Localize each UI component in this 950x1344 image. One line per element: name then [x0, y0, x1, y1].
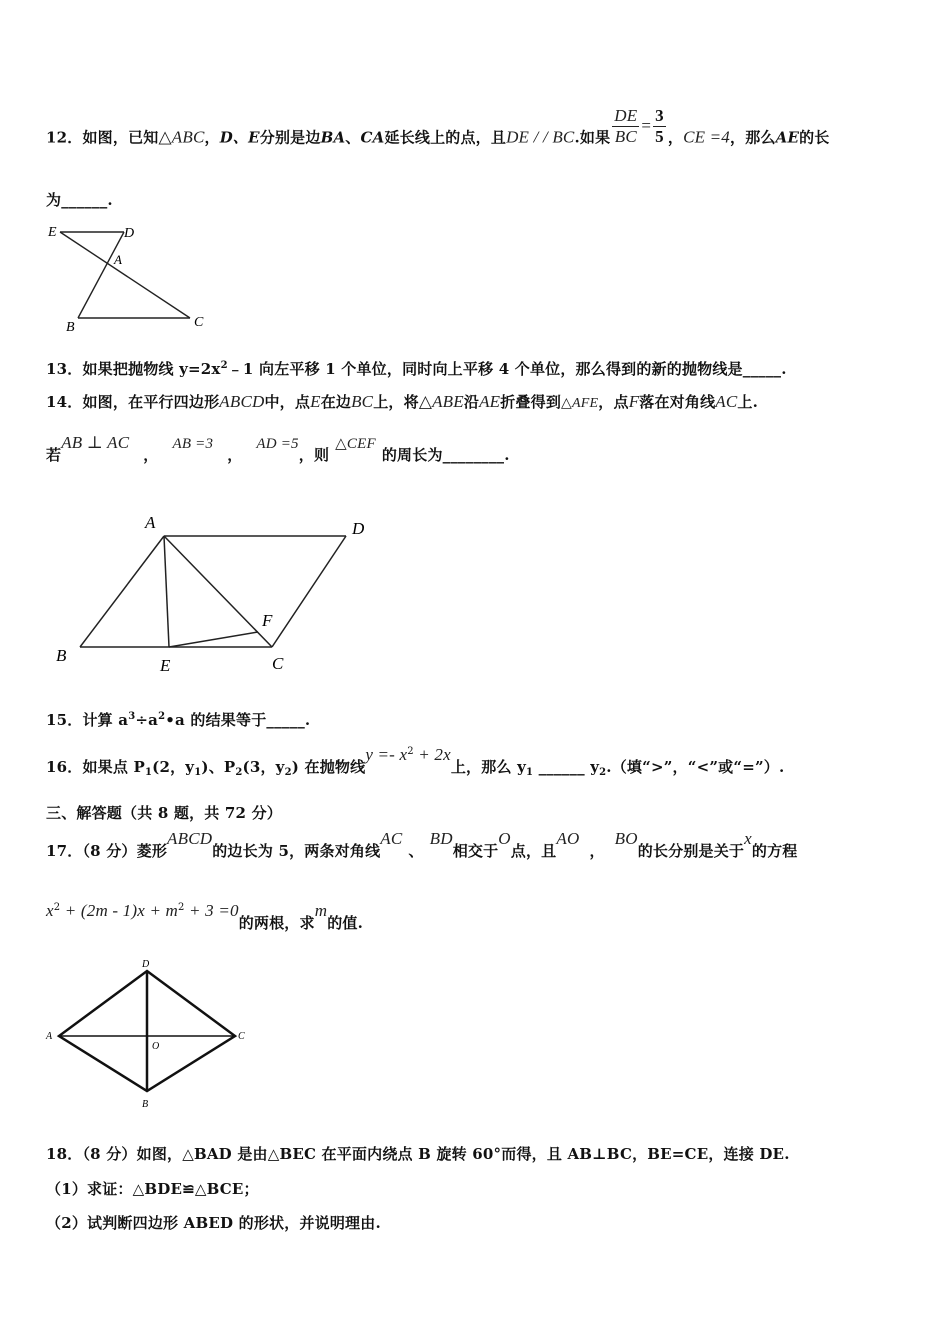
q14-label-f: F	[262, 611, 273, 630]
q18-line3: （2）试判断四边形 ABED 的形状，并说明理由.	[46, 1214, 381, 1232]
q12-label-b: B	[66, 320, 75, 335]
q17-label-d: D	[142, 959, 150, 970]
q14-label-c: C	[272, 654, 284, 673]
q13-line: 13．如果把抛物线 $y=2x^2﹣1$ 向左平移 1 个单位，同时向上平移 4 个单位，那么得到的新的抛物线是_____.	[46, 360, 787, 378]
ratio-value: $\frac{3}{5}$	[655, 106, 664, 146]
q12-line2: 为______.	[46, 191, 113, 209]
q14-label-e: E	[160, 656, 171, 675]
ratio-fraction: $\frac{DE}{BC}$	[614, 106, 638, 146]
q14-figure	[50, 505, 380, 677]
q12-figure	[40, 220, 220, 335]
q12-label-d: D	[124, 226, 135, 241]
q17-label-a: A	[46, 1031, 53, 1042]
q17-figure	[40, 955, 255, 1115]
q14-line1: 14．如图，在平行四边形ABCD中，点E在边BC上，将△ABE沿AE折叠得到△AFE，点F落在对角线AC上.	[46, 392, 759, 411]
q12-label-a: A	[114, 252, 122, 267]
q17-label-b: B	[142, 1099, 149, 1110]
q18-line2: （1）求证：△BDE≌△BCE；	[46, 1180, 259, 1198]
q17-label-o: O	[152, 1041, 160, 1052]
section-3-heading: 三、解答题（共 8 题，共 72 分）	[46, 804, 283, 822]
q16-line: 16．如果点 $P_1(2$，$y_1$)、$P_2(3$，$y_2$) 在抛物线$y =- x^2 + 2x$上，那么 $y_1$ ______ $y_2$.（填“>”，“<”或“=”）.	[46, 745, 785, 778]
q15-line: 15．计算 $a^3\div a^2•a$ 的结果等于_____.	[46, 711, 311, 729]
q14-label-b: B	[56, 646, 67, 665]
q12-line1: 12．如图，已知△ABC，D、E分别是边BA、CA延长线上的点，且DE / / BC.如果 $\frac{DE}{BC}$ = $\frac{3}{5}$ ，CE =4，那么AE的长	[46, 106, 830, 147]
q14-label-a: A	[145, 513, 156, 532]
q17-line1: 17．（8 分）菱形ABCD的边长为 5，两条对角线AC、BD相交于O点，且AO，BO的长分别是关于x的方程	[46, 829, 798, 860]
q17-line2: $x^2 + (2m - 1)x + m^2 + 3 =0$的两根，求m的值.	[46, 901, 364, 932]
q12-label-e: E	[48, 225, 57, 240]
q14-line2: 若AB ⊥ AC，AB =3，AD =5，则△CEF的周长为________.	[46, 433, 510, 464]
q14-label-d: D	[352, 519, 365, 538]
q17-label-c: C	[238, 1031, 245, 1042]
q18-line1: 18．（8 分）如图，△BAD 是由△BEC 在平面内绕点 B 旋转 60°而得，且 AB⊥BC，BE=CE，连接 DE.	[46, 1145, 790, 1163]
q12-label-c: C	[194, 315, 204, 330]
